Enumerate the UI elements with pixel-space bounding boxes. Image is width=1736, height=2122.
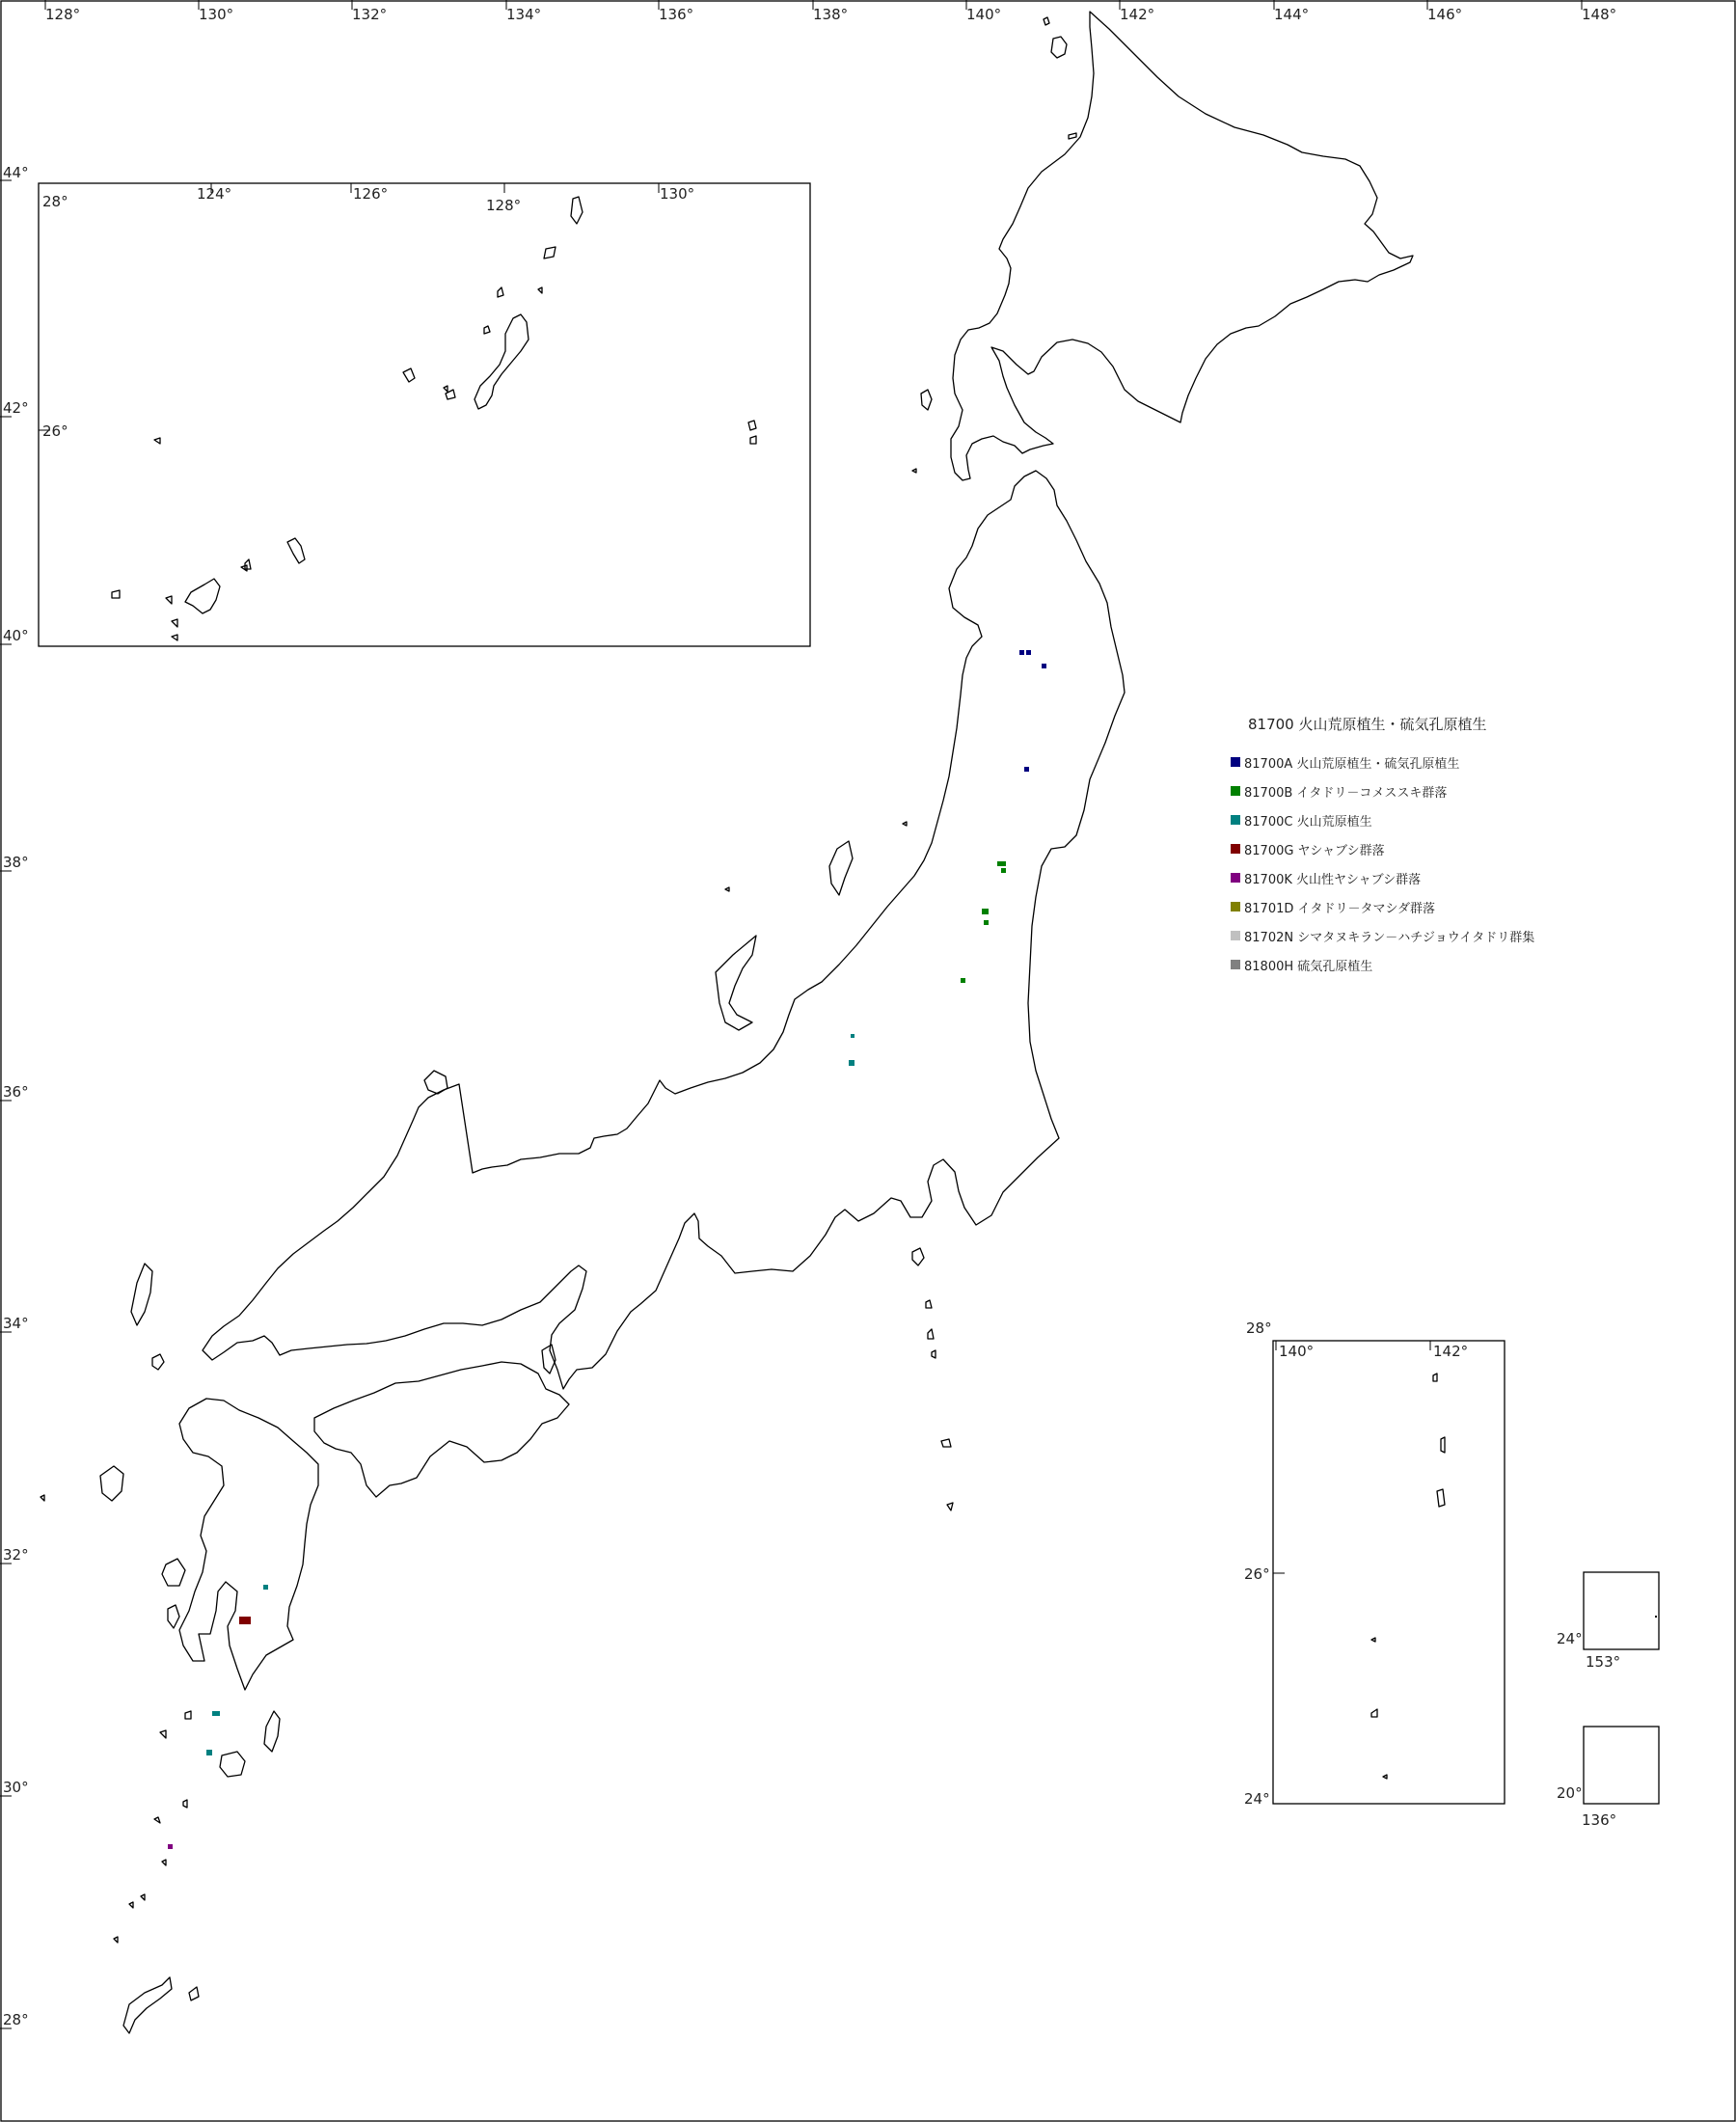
marker-81700a xyxy=(1042,664,1046,668)
legend-label: 81702N シマタヌキラン－ハチジョウイタドリ群集 xyxy=(1244,930,1535,945)
lon-tick-label: 144° xyxy=(1274,6,1310,23)
legend-title: 81700 火山荒原植生・硫気孔原植生 xyxy=(1248,716,1487,733)
goto-islands xyxy=(100,1466,123,1501)
ogasawara-lat-tick: 24° xyxy=(1244,1790,1270,1808)
marker-81700a xyxy=(1019,650,1024,655)
lon-tick-label: 148° xyxy=(1582,6,1617,23)
ogasawara-lat-tick: 26° xyxy=(1244,1565,1270,1583)
marker-81700c xyxy=(263,1585,268,1590)
shikoku-coastline xyxy=(314,1362,569,1497)
yakushima xyxy=(220,1752,245,1777)
okinawa-lon-tick: 128° xyxy=(486,197,522,214)
okinotorishima-inset xyxy=(1557,1727,1659,1829)
marker-81700b xyxy=(982,909,989,914)
small-islands xyxy=(41,17,1076,2000)
lon-tick-label: 134° xyxy=(506,6,542,23)
legend-item-81700a xyxy=(1231,748,1636,776)
lat-tick-label: 30° xyxy=(3,1779,29,1796)
legend-swatch xyxy=(1231,786,1240,796)
main-latitude-axis xyxy=(0,164,29,2028)
lon-tick-label: 142° xyxy=(1120,6,1155,23)
marker-81700k xyxy=(168,1844,173,1849)
noto-peninsula xyxy=(716,936,756,1030)
marker-81700c xyxy=(851,1034,854,1038)
lat-tick-label: 32° xyxy=(3,1546,29,1564)
marker-81700c xyxy=(206,1750,212,1755)
legend-label: 81700C 火山荒原植生 xyxy=(1244,814,1372,830)
legend-item-81700g xyxy=(1231,834,1636,863)
legend-label: 81800H 硫気孔原植生 xyxy=(1244,959,1373,974)
legend-swatch xyxy=(1231,844,1240,854)
okinotorishima-lat: 20° xyxy=(1557,1784,1583,1802)
lon-tick-label: 132° xyxy=(352,6,388,23)
legend-label: 81700G ヤシャブシ群落 xyxy=(1244,843,1385,858)
legend-item-81701d xyxy=(1231,892,1636,921)
legend-item-81700k xyxy=(1231,863,1636,892)
izu-oshima xyxy=(912,1248,924,1265)
okinawa-corner-label: 28° xyxy=(42,193,68,210)
legend-label: 81700K 火山性ヤシャブシ群落 xyxy=(1244,872,1422,887)
lon-tick-label: 136° xyxy=(659,6,694,23)
okinawa-lon-tick: 130° xyxy=(660,185,695,203)
marker-81700b xyxy=(961,978,965,983)
map-frame xyxy=(1,1,1735,2121)
rishiri-island xyxy=(1051,37,1067,58)
okinotorishima-lon: 136° xyxy=(1582,1811,1617,1829)
legend-label: 81700A 火山荒原植生・硫気孔原植生 xyxy=(1244,756,1460,772)
main-longitude-axis xyxy=(45,0,1616,23)
minamitorishima-lat: 24° xyxy=(1557,1630,1583,1647)
lon-tick-label: 128° xyxy=(45,6,81,23)
legend xyxy=(1231,714,1636,979)
minamitorishima-lon: 153° xyxy=(1586,1653,1621,1671)
legend-swatch xyxy=(1231,960,1240,969)
hokkaido-coastline xyxy=(951,12,1413,480)
legend-swatch xyxy=(1231,902,1240,911)
marker-81700b xyxy=(997,861,1006,866)
marker-81700g xyxy=(239,1617,251,1624)
marker-81700c xyxy=(849,1060,854,1066)
legend-swatch xyxy=(1231,931,1240,940)
legend-swatch xyxy=(1231,873,1240,883)
legend-label: 81700B イタドリ－コメススキ群落 xyxy=(1244,785,1448,801)
legend-item-81800h xyxy=(1231,950,1636,979)
lon-tick-label: 130° xyxy=(199,6,234,23)
iki-island xyxy=(152,1354,164,1370)
marker-81700b xyxy=(1001,868,1006,873)
legend-swatch xyxy=(1231,815,1240,825)
ogasawara-lon-tick: 142° xyxy=(1433,1343,1469,1360)
kyushu-coastline xyxy=(179,1399,318,1690)
lon-tick-label: 140° xyxy=(966,6,1002,23)
lat-tick-label: 36° xyxy=(3,1083,29,1101)
amami-oshima xyxy=(123,1977,172,2033)
okushiri-island xyxy=(921,390,932,410)
legend-item-81702n xyxy=(1231,921,1636,950)
marker-81700a xyxy=(1024,767,1029,772)
marker-81700c xyxy=(212,1711,220,1716)
lat-tick-label: 34° xyxy=(3,1315,29,1332)
marker-81700b xyxy=(984,920,989,925)
lon-tick-label: 138° xyxy=(813,6,849,23)
minamitorishima-inset xyxy=(1557,1572,1659,1671)
oki-islands xyxy=(424,1071,448,1094)
koshiki-islands xyxy=(168,1605,179,1628)
ogasawara-lon-tick: 140° xyxy=(1279,1343,1315,1360)
honshu-coastline xyxy=(203,471,1125,1389)
sado-island xyxy=(829,841,853,895)
tsushima xyxy=(131,1264,152,1325)
okinawa-lat-tick: 26° xyxy=(42,422,68,440)
legend-item-81700c xyxy=(1231,805,1636,834)
lat-tick-label: 38° xyxy=(3,854,29,871)
tanegashima xyxy=(264,1711,280,1752)
okinawa-lon-tick: 124° xyxy=(197,185,232,203)
ogasawara-inset xyxy=(1244,1319,1505,1808)
lat-tick-label: 42° xyxy=(3,399,29,417)
ogasawara-top-label: 28° xyxy=(1246,1319,1272,1337)
legend-swatch xyxy=(1231,757,1240,767)
legend-item-81700b xyxy=(1231,776,1636,805)
lat-tick-label: 28° xyxy=(3,2011,29,2028)
okinawa-inset xyxy=(39,183,810,646)
lon-tick-label: 146° xyxy=(1427,6,1463,23)
lat-tick-label: 44° xyxy=(3,164,29,181)
marker-81700a xyxy=(1026,650,1031,655)
legend-label: 81701D イタドリ－タマシダ群落 xyxy=(1244,901,1435,916)
amakusa-islands xyxy=(162,1559,185,1586)
okinawa-lon-tick: 126° xyxy=(353,185,389,203)
lat-tick-label: 40° xyxy=(3,627,29,644)
